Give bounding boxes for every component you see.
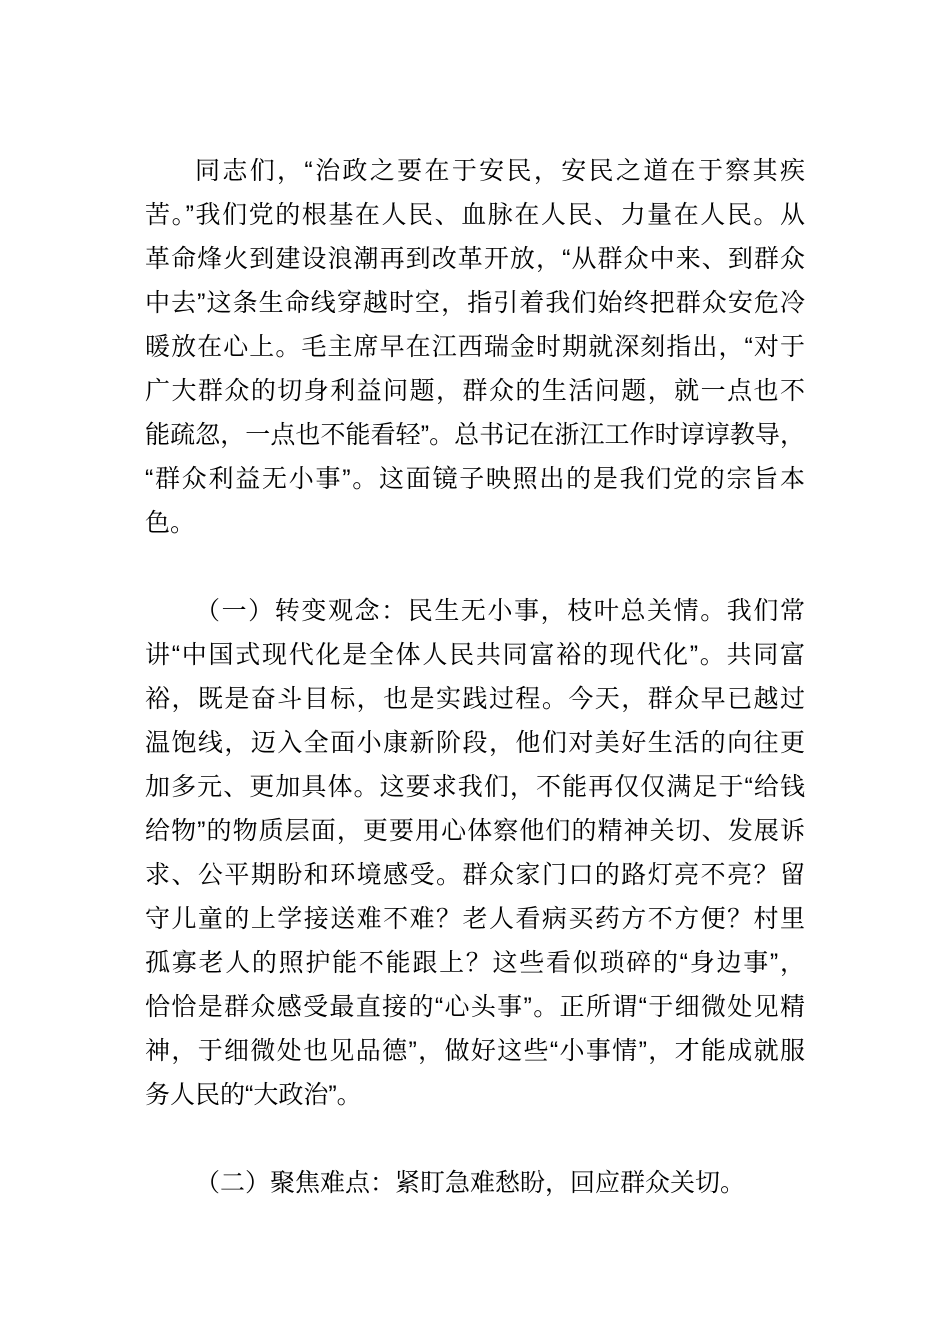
text-line: 苦。”我们党的根基在人民、血脉在人民、力量在人民。从 [145,201,805,229]
text-line: 神，于细微处也见品德”，做好这些“小事情”，才能成就服 [145,1037,805,1065]
paragraph [145,149,805,545]
text-line: 革命烽火到建设浪潮再到改革开放，“从群众中来、到群众 [145,245,805,273]
text-line: 温饱线，迈入全面小康新阶段，他们对美好生活的向往更 [145,729,805,757]
text-line: 中去”这条生命线穿越时空，指引着我们始终把群众安危冷 [145,289,805,317]
paragraph [145,1161,805,1205]
text-line: 孤寡老人的照护能不能跟上？这些看似琐碎的“身边事”， [145,949,805,977]
text-line: 给物”的物质层面，更要用心体察他们的精神关切、发展诉 [145,817,805,845]
text-line: （一）转变观念：民生无小事，枝叶总关情。我们常 [195,597,805,625]
text-line: 讲“中国式现代化是全体人民共同富裕的现代化”。共同富 [145,641,805,669]
text-line: 求、公平期盼和环境感受。群众家门口的路灯亮不亮？留 [145,861,805,889]
text-line: 能疏忽，一点也不能看轻”。总书记在浙江工作时谆谆教导， [145,421,805,449]
paragraph [145,589,805,1117]
document-body [145,149,805,1205]
text-line: 色。 [145,509,196,537]
text-line: 守儿童的上学接送难不难？老人看病买药方不方便？村里 [145,905,805,933]
text-line: 加多元、更加具体。这要求我们，不能再仅仅满足于“给钱 [145,773,805,801]
text-line: 暖放在心上。毛主席早在江西瑞金时期就深刻指出，“对于 [145,333,805,361]
text-line: 恰恰是群众感受最直接的“心头事”。正所谓“于细微处见精 [145,993,805,1021]
text-line: “群众利益无小事”。这面镜子映照出的是我们党的宗旨本 [145,465,805,493]
text-line: 同志们，“治政之要在于安民，安民之道在于察其疾 [195,157,805,185]
text-line: 务人民的“大政治”。 [145,1081,362,1109]
text-line: 裕，既是奋斗目标，也是实践过程。今天，群众早已越过 [145,685,805,713]
text-line: （二）聚焦难点：紧盯急难愁盼，回应群众关切。 [195,1169,746,1197]
text-line: 广大群众的切身利益问题，群众的生活问题，就一点也不 [145,377,805,405]
